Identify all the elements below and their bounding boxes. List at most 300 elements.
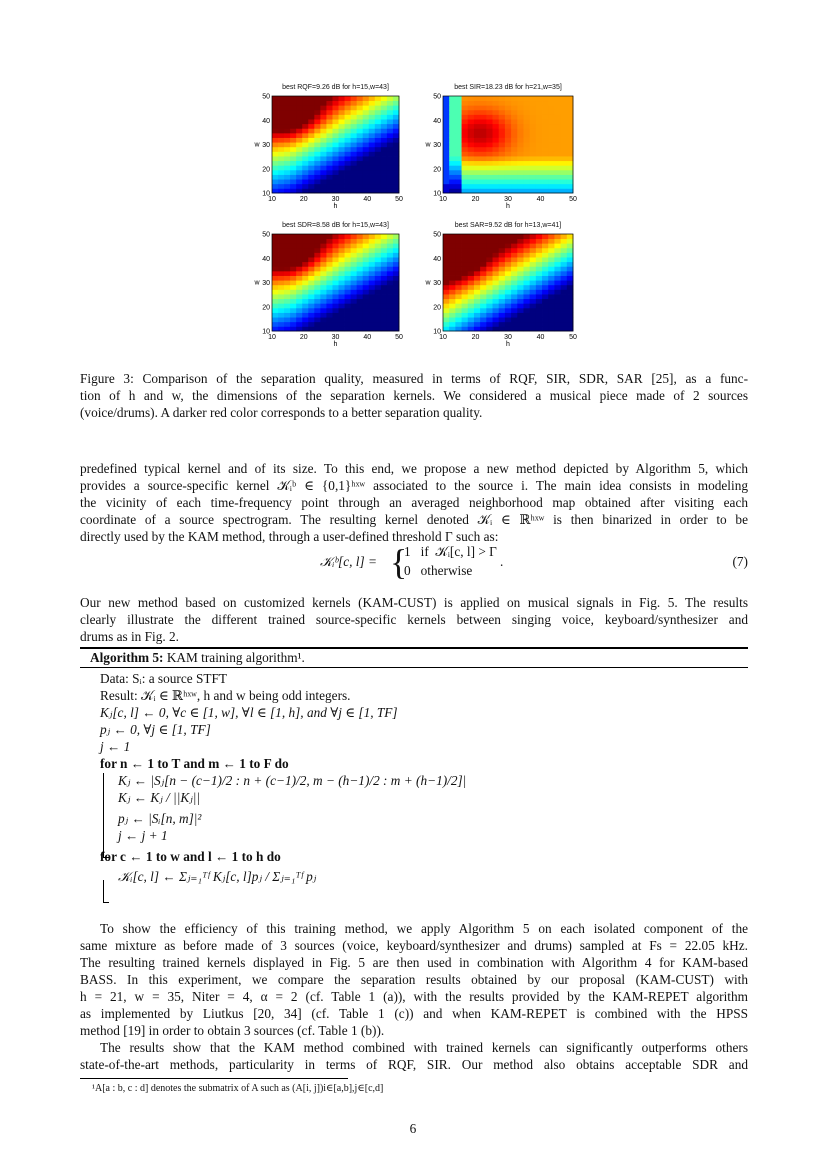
heatmap-cell xyxy=(381,234,387,239)
heatmap-cell xyxy=(387,142,393,147)
heatmap-cell xyxy=(443,170,450,175)
heatmap-cell xyxy=(511,266,518,271)
heatmap-cell xyxy=(284,308,290,313)
heatmap-cell xyxy=(474,289,481,294)
heatmap-cell xyxy=(486,188,493,193)
heatmap-cell xyxy=(499,110,506,115)
heatmap-cell xyxy=(314,165,320,170)
heatmap-cell xyxy=(511,234,518,239)
figure-caption xyxy=(80,370,748,421)
heatmap-cell xyxy=(302,285,308,290)
heatmap-cell xyxy=(462,299,469,304)
heatmap-cell xyxy=(517,184,524,189)
heatmap-cell xyxy=(462,142,469,147)
heatmap-cell xyxy=(351,101,357,106)
heatmap-cell xyxy=(332,294,338,299)
heatmap-cell xyxy=(272,142,278,147)
heatmap-cell xyxy=(567,243,574,248)
heatmap-cell xyxy=(493,317,500,322)
block-bar xyxy=(103,880,109,903)
heatmap-cell xyxy=(443,165,450,170)
heatmap-cell xyxy=(523,138,530,143)
heatmap-cell xyxy=(387,266,393,271)
heatmap-cell xyxy=(536,161,543,166)
heatmap-cell xyxy=(567,289,574,294)
heatmap-cell xyxy=(443,252,450,257)
heatmap-cell xyxy=(308,243,314,248)
heatmap-cell xyxy=(493,234,500,239)
heatmap-cell xyxy=(468,128,475,133)
heatmap-cell xyxy=(554,105,561,110)
heatmap-cell xyxy=(326,175,332,180)
heatmap-cell xyxy=(493,184,500,189)
heatmap-cell xyxy=(548,271,555,276)
heatmap-cell xyxy=(499,119,506,124)
heatmap-cell xyxy=(326,110,332,115)
heatmap-cell xyxy=(523,266,530,271)
heatmap-cell xyxy=(548,114,555,119)
heatmap-cell xyxy=(554,110,561,115)
heatmap-cell xyxy=(499,142,506,147)
heatmap-cell xyxy=(387,101,393,106)
heatmap-cell xyxy=(449,239,456,244)
heatmap-cell xyxy=(351,170,357,175)
heatmap-cell xyxy=(345,124,351,129)
heatmap-cell xyxy=(499,239,506,244)
text-line: Our new method based on customized kernels (KAM-CUST) is applied on musical signals in Fig. 5. The results xyxy=(80,595,748,610)
heatmap-cell xyxy=(455,179,462,184)
heatmap-cell xyxy=(393,326,399,331)
heatmap-cell xyxy=(332,276,338,281)
heatmap-cell xyxy=(357,165,363,170)
heatmap-cell xyxy=(387,271,393,276)
heatmap-cell xyxy=(511,326,518,331)
heatmap-cell xyxy=(351,119,357,124)
heatmap-cell xyxy=(375,243,381,248)
heatmap-cell xyxy=(387,308,393,313)
heatmap-cell xyxy=(272,170,278,175)
heatmap-cell xyxy=(523,165,530,170)
heatmap-cell xyxy=(561,175,568,180)
heatmap-cell xyxy=(369,294,375,299)
heatmap-cell xyxy=(561,128,568,133)
heatmap-cell xyxy=(567,271,574,276)
heatmap-cell xyxy=(499,156,506,161)
heatmap-cell xyxy=(474,234,481,239)
heatmap-cell xyxy=(523,285,530,290)
heatmap-cell xyxy=(393,114,399,119)
heatmap-cell xyxy=(499,179,506,184)
x-axis-label: h xyxy=(506,203,510,210)
heatmap-cell xyxy=(561,156,568,161)
y-tick-label: 50 xyxy=(433,231,441,239)
heatmap-cell xyxy=(369,285,375,290)
heatmap-cell xyxy=(493,147,500,152)
heatmap-cell xyxy=(278,138,284,143)
heatmap-cell xyxy=(381,142,387,147)
heatmap-cell xyxy=(278,234,284,239)
heatmap-cell xyxy=(468,313,475,318)
heatmap-cell xyxy=(536,239,543,244)
heatmap-cell xyxy=(542,170,549,175)
heatmap-cell xyxy=(554,248,561,253)
heatmap-cell xyxy=(455,165,462,170)
heatmap-cell xyxy=(272,299,278,304)
heatmap-cell xyxy=(517,151,524,156)
heatmap-cell xyxy=(393,299,399,304)
heatmap-cell xyxy=(308,234,314,239)
heatmap-cell xyxy=(369,124,375,129)
heatmap-cell xyxy=(369,105,375,110)
heatmap-cell xyxy=(272,262,278,267)
heatmap-cell xyxy=(296,280,302,285)
heatmap-cell xyxy=(480,313,487,318)
heatmap-cell xyxy=(449,179,456,184)
heatmap-cell xyxy=(357,234,363,239)
heatmap-cell xyxy=(339,156,345,161)
heatmap-cell xyxy=(296,239,302,244)
heatmap-cell xyxy=(278,184,284,189)
heatmap-cell xyxy=(505,234,512,239)
heatmap-cell xyxy=(387,234,393,239)
heatmap-cell xyxy=(339,124,345,129)
algorithm-body xyxy=(100,670,466,889)
heatmap-cell xyxy=(381,151,387,156)
heatmap-cell xyxy=(272,188,278,193)
heatmap-cell xyxy=(474,294,481,299)
heatmap-cell xyxy=(548,322,555,327)
heatmap-cell xyxy=(561,110,568,115)
heatmap-cell xyxy=(296,96,302,101)
heatmap-cell xyxy=(339,142,345,147)
heatmap-cell xyxy=(480,133,487,138)
heatmap-cell xyxy=(468,308,475,313)
heatmap-cell xyxy=(486,133,493,138)
heatmap-cell xyxy=(536,303,543,308)
heatmap-cell xyxy=(523,239,530,244)
heatmap-cell xyxy=(351,124,357,129)
heatmap-cell xyxy=(332,142,338,147)
heatmap-cell xyxy=(486,308,493,313)
heatmap-cell xyxy=(302,188,308,193)
heatmap-cell xyxy=(449,289,456,294)
heatmap-cell xyxy=(339,101,345,106)
heatmap-cell xyxy=(314,142,320,147)
heatmap-cell xyxy=(393,262,399,267)
heatmap-cell xyxy=(326,271,332,276)
heatmap-cell xyxy=(381,119,387,124)
heatmap-cell xyxy=(567,313,574,318)
heatmap-cell xyxy=(314,285,320,290)
heatmap-cell xyxy=(480,289,487,294)
heatmap-cell xyxy=(332,308,338,313)
heatmap-cell xyxy=(375,175,381,180)
x-tick-label: 50 xyxy=(569,196,577,203)
heatmap-cell xyxy=(530,170,537,175)
heatmap-cell xyxy=(561,142,568,147)
heatmap-cell xyxy=(387,147,393,152)
heatmap-cell xyxy=(523,262,530,267)
heatmap-cell xyxy=(381,165,387,170)
heatmap-cell xyxy=(554,289,561,294)
heatmap-cell xyxy=(320,128,326,133)
heatmap-cell xyxy=(290,326,296,331)
heatmap-cell xyxy=(357,105,363,110)
heatmap-cell xyxy=(308,151,314,156)
heatmap-cell xyxy=(345,308,351,313)
heatmap-cell xyxy=(468,133,475,138)
heatmap-cell xyxy=(351,299,357,304)
heatmap-cell xyxy=(363,257,369,262)
heatmap-cell xyxy=(284,271,290,276)
heatmap-cell xyxy=(345,138,351,143)
heatmap-cell xyxy=(443,243,450,248)
heatmap-cell xyxy=(505,188,512,193)
heatmap-cell xyxy=(474,276,481,281)
heatmap-cell xyxy=(462,124,469,129)
heatmap-cell xyxy=(486,303,493,308)
heatmap-cell xyxy=(480,252,487,257)
heatmap-cell xyxy=(357,252,363,257)
heatmap-cell xyxy=(314,151,320,156)
heatmap-cell xyxy=(505,151,512,156)
heatmap-cell xyxy=(314,257,320,262)
heatmap-cell xyxy=(493,239,500,244)
heatmap-cell xyxy=(284,257,290,262)
heatmap-cell xyxy=(381,276,387,281)
heatmap-cell xyxy=(536,262,543,267)
heatmap-cell xyxy=(554,257,561,262)
heatmap-cell xyxy=(272,124,278,129)
heatmap-cell xyxy=(493,133,500,138)
heatmap-cell xyxy=(449,326,456,331)
heatmap-cell xyxy=(499,322,506,327)
heatmap-cell xyxy=(567,119,574,124)
x-tick-label: 20 xyxy=(471,196,480,203)
heatmap-cell xyxy=(302,317,308,322)
heatmap-cell xyxy=(530,188,537,193)
heatmap-cell xyxy=(363,175,369,180)
heatmap-cell xyxy=(345,105,351,110)
heatmap-cell xyxy=(480,188,487,193)
heatmap-cell xyxy=(314,322,320,327)
plot-title: best RQF=9.26 dB for h=15,w=43] xyxy=(282,84,389,91)
heatmap-cell xyxy=(381,133,387,138)
heatmap-cell xyxy=(339,110,345,115)
heatmap-cell xyxy=(332,234,338,239)
heatmap-cell xyxy=(357,128,363,133)
heatmap-cell xyxy=(272,119,278,124)
heatmap-cell xyxy=(523,252,530,257)
heatmap-cell xyxy=(351,308,357,313)
heatmap-cell xyxy=(567,161,574,166)
heatmap-cell xyxy=(530,105,537,110)
heatmap-cell xyxy=(339,243,345,248)
heatmap-sdr xyxy=(254,222,403,348)
paragraph xyxy=(80,594,748,645)
heatmap-cell xyxy=(375,276,381,281)
heatmap-cell xyxy=(468,299,475,304)
heatmap-cell xyxy=(468,156,475,161)
heatmap-cell xyxy=(314,188,320,193)
heatmap-cell xyxy=(381,266,387,271)
heatmap-cell xyxy=(474,266,481,271)
heatmap-cell xyxy=(363,285,369,290)
heatmap-cell xyxy=(278,114,284,119)
heatmap-cell xyxy=(542,313,549,318)
heatmap-cell xyxy=(449,119,456,124)
heatmap-cell xyxy=(449,101,456,106)
heatmap-cell xyxy=(443,184,450,189)
heatmap-cell xyxy=(480,184,487,189)
heatmap-cell xyxy=(369,326,375,331)
heatmap-cell xyxy=(363,101,369,106)
heatmap-cell xyxy=(548,262,555,267)
heatmap-cell xyxy=(499,96,506,101)
algo-line: for c ← 1 to w and l ← 1 to h do xyxy=(100,849,281,864)
heatmap-cell xyxy=(302,114,308,119)
heatmap-cell xyxy=(375,165,381,170)
heatmap-cell xyxy=(387,248,393,253)
heatmap-cell xyxy=(302,262,308,267)
heatmap-cell xyxy=(369,257,375,262)
heatmap-cell xyxy=(272,156,278,161)
heatmap-cell xyxy=(536,170,543,175)
heatmap-cell xyxy=(290,285,296,290)
heatmap-cell xyxy=(357,161,363,166)
heatmap-cell xyxy=(542,101,549,106)
heatmap-cell xyxy=(548,161,555,166)
heatmap-cell xyxy=(320,234,326,239)
heatmap-cell xyxy=(351,239,357,244)
heatmap-cell xyxy=(326,322,332,327)
heatmap-cell xyxy=(387,151,393,156)
heatmap-cell xyxy=(449,142,456,147)
heatmap-cell xyxy=(443,239,450,244)
heatmap-cell xyxy=(363,170,369,175)
heatmap-cell xyxy=(449,161,456,166)
heatmap-cell xyxy=(554,147,561,152)
heatmap-cell xyxy=(357,257,363,262)
x-axis-label: h xyxy=(333,341,338,348)
heatmap-cell xyxy=(369,161,375,166)
heatmap-cell xyxy=(548,142,555,147)
heatmap-cell xyxy=(523,184,530,189)
heatmap-cell xyxy=(480,322,487,327)
heatmap-cell xyxy=(369,299,375,304)
heatmap-cell xyxy=(493,142,500,147)
heatmap-cell xyxy=(561,303,568,308)
heatmap-cell xyxy=(278,285,284,290)
heatmap-cell xyxy=(561,326,568,331)
heatmap-cell xyxy=(302,299,308,304)
heatmap-cell xyxy=(530,313,537,318)
heatmap-cell xyxy=(548,294,555,299)
heatmap-cell xyxy=(542,289,549,294)
heatmap-cell xyxy=(351,142,357,147)
heatmap-cell xyxy=(296,248,302,253)
x-tick-label: 50 xyxy=(569,334,577,341)
heatmap-cell xyxy=(468,276,475,281)
caption-line: (voice/drums). A darker red color corresponds to a better separation quality. xyxy=(80,405,483,420)
heatmap-cell xyxy=(357,326,363,331)
heatmap-cell xyxy=(523,161,530,166)
heatmap-cell xyxy=(278,271,284,276)
heatmap-cell xyxy=(449,175,456,180)
heatmap-cell xyxy=(542,294,549,299)
heatmap-cell xyxy=(272,165,278,170)
heatmap-cell xyxy=(272,322,278,327)
heatmap-cell xyxy=(345,161,351,166)
heatmap-cell xyxy=(387,114,393,119)
heatmap-cell xyxy=(278,188,284,193)
heatmap-cell xyxy=(308,266,314,271)
heatmap-cell xyxy=(517,133,524,138)
heatmap-cell xyxy=(449,114,456,119)
heatmap-cell xyxy=(332,179,338,184)
heatmap-cell xyxy=(369,156,375,161)
heatmap-cell xyxy=(523,124,530,129)
heatmap-cell xyxy=(505,170,512,175)
y-tick-label: 50 xyxy=(262,231,270,239)
heatmap-cell xyxy=(345,285,351,290)
heatmap-cell xyxy=(480,317,487,322)
heatmap-cell xyxy=(345,151,351,156)
heatmap-cell xyxy=(548,313,555,318)
heatmap-cell xyxy=(480,294,487,299)
heatmap-cell xyxy=(517,257,524,262)
heatmap-cell xyxy=(480,105,487,110)
heatmap-cell xyxy=(443,303,450,308)
heatmap-cell xyxy=(314,313,320,318)
heatmap-cell xyxy=(530,243,537,248)
heatmap-cell xyxy=(443,119,450,124)
heatmap-cell xyxy=(357,289,363,294)
heatmap-cell xyxy=(387,317,393,322)
heatmap-cell xyxy=(455,317,462,322)
heatmap-cell xyxy=(290,252,296,257)
heatmap-cell xyxy=(474,322,481,327)
heatmap-cell xyxy=(387,128,393,133)
heatmap-cell xyxy=(499,276,506,281)
heatmap-cell xyxy=(542,188,549,193)
heatmap-cell xyxy=(480,161,487,166)
heatmap-cell xyxy=(486,243,493,248)
heatmap-cell xyxy=(314,262,320,267)
heatmap-cell xyxy=(381,294,387,299)
heatmap-cell xyxy=(278,308,284,313)
heatmap-cell xyxy=(548,234,555,239)
heatmap-cell xyxy=(462,184,469,189)
heatmap-cell xyxy=(567,299,574,304)
heatmap-cell xyxy=(561,170,568,175)
heatmap-cell xyxy=(468,184,475,189)
heatmap-cell xyxy=(345,165,351,170)
heatmap-sir xyxy=(425,84,577,210)
heatmap-cell xyxy=(486,317,493,322)
heatmap-cell xyxy=(480,165,487,170)
heatmap-cell xyxy=(486,105,493,110)
heatmap-cell xyxy=(320,266,326,271)
heatmap-cell xyxy=(302,322,308,327)
heatmap-cell xyxy=(443,188,450,193)
y-tick-label: 20 xyxy=(262,166,270,174)
heatmap-cell xyxy=(290,239,296,244)
heatmap-cell xyxy=(375,271,381,276)
heatmap-cell xyxy=(505,179,512,184)
heatmap-cell xyxy=(480,138,487,143)
heatmap-cell xyxy=(296,110,302,115)
